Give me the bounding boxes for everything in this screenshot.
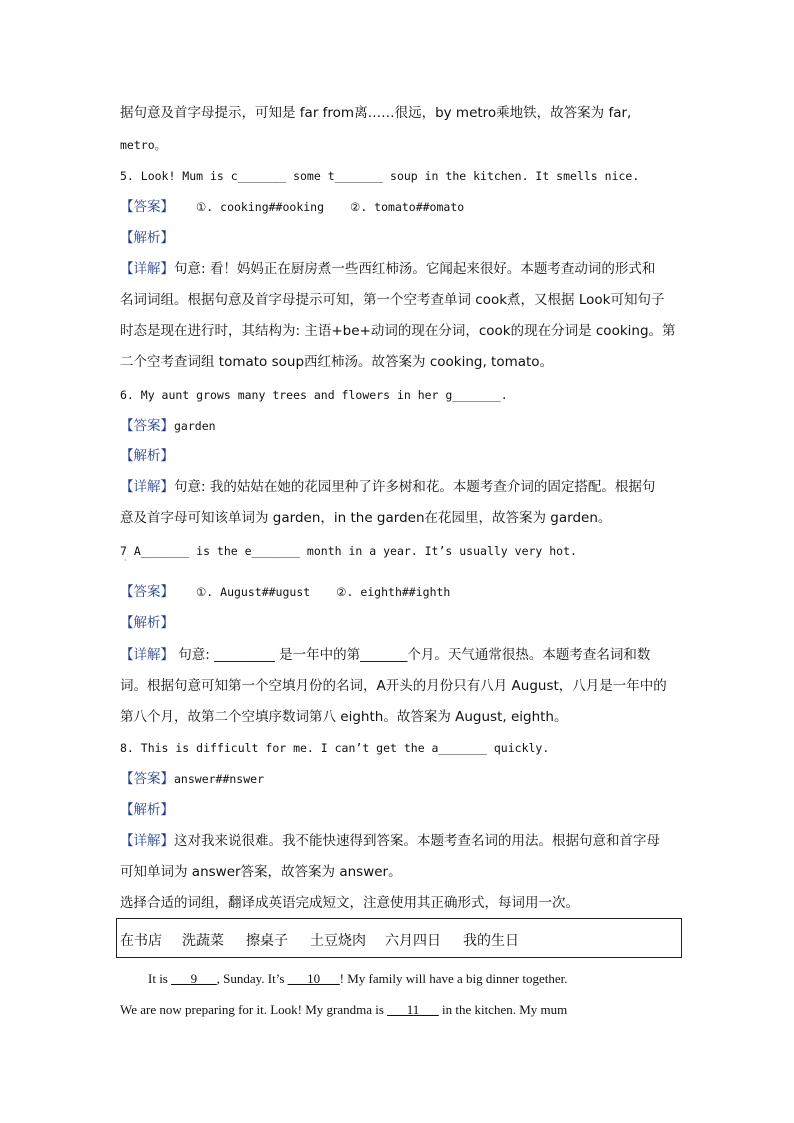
passage-text: ! My family will have a big dinner together. [339, 971, 568, 986]
detail-line [120, 646, 650, 664]
text-line: 名词词组。根据句意及首字母提示可知，第一个空考查单词 cook煮，又根据 Look可知句子 [120, 292, 665, 308]
answer-tag: 【答案】 [120, 199, 174, 215]
instruction-line: 选择合适的词组，翻译成英语完成短文，注意使用其正确形式，每词用一次。 [120, 895, 579, 911]
text-line: 第八个月，故第二个空填序数词第八 eighth。故答案为 August, eighth。 [120, 709, 568, 725]
answer-1: answer##nswer [174, 772, 265, 786]
detail-text: 句意: 我的姑姑在她的花园里种了许多树和花。本题考查介词的固定搭配。根据句 [174, 479, 656, 495]
stray-mark: · [124, 556, 127, 565]
answer-row [120, 583, 450, 602]
answer-row [120, 198, 464, 217]
answer-row [120, 770, 264, 789]
word-box-item: 擦桌子 [246, 933, 288, 949]
question-7: 7 A_______ is the e_______ month in a year. It’s usually very hot. [120, 544, 577, 558]
answer-1: ①. cooking##ooking [196, 200, 325, 214]
text-line: metro。 [120, 138, 167, 152]
question-8: 8. This is difficult for me. I can’t get the a_______ quickly. [120, 741, 550, 755]
word-box [116, 918, 682, 958]
question-6: 6. My aunt grows many trees and flowers in her g_______. [120, 388, 508, 402]
detail-line [120, 478, 655, 496]
answer-row [120, 417, 216, 436]
analysis-tag: 【解析】 [120, 448, 174, 464]
word-box-item: 六月四日 [385, 933, 441, 949]
word-box-item: 我的生日 [463, 933, 519, 949]
analysis-tag: 【解析】 [120, 802, 174, 818]
answer-tag: 【答案】 [120, 584, 174, 600]
answer-1: garden [174, 419, 216, 433]
text-line: 可知单词为 answer答案，故答案为 answer。 [120, 864, 402, 880]
detail-text: 句意: _________ 是一年中的第_______个月。天气通常很热。本题考查名词和数 [174, 647, 651, 663]
detail-text: 这对我来说很难。我不能快速得到答案。本题考查名词的用法。根据句意和首字母 [174, 833, 660, 849]
question-5: 5. Look! Mum is c_______ some t_______ soup in the kitchen. It smells nice. [120, 169, 640, 183]
detail-text: 句意: 看！妈妈正在厨房煮一些西红柿汤。它闻起来很好。本题考查动词的形式和 [174, 261, 656, 277]
blank-9: ___9___ [171, 971, 217, 986]
answer-tag: 【答案】 [120, 771, 174, 787]
answer-2: ②. tomato##omato [350, 200, 465, 214]
text-line: 二个空考查词组 tomato soup西红柿汤。故答案为 cooking, tomato。 [120, 354, 554, 370]
answer-tag: 【答案】 [120, 418, 174, 434]
passage-text: in the kitchen. My mum [438, 1002, 568, 1017]
detail-line [120, 832, 660, 850]
passage-text: It is [148, 971, 172, 986]
answer-1: ①. August##ugust [196, 585, 311, 599]
word-box-item: 土豆烧肉 [310, 933, 366, 949]
text-line: 词。根据句意可知第一个空填月份的名词，A开头的月份只有八月 August，八月是一年中的 [120, 678, 667, 694]
blank-10: ___10___ [287, 971, 340, 986]
detail-line [120, 260, 655, 278]
detail-tag: 【详解】 [120, 479, 174, 495]
text-line: 时态是现在进行时，其结构为: 主语+be+动词的现在分词，cook的现在分词是 cooking。第 [120, 323, 676, 339]
detail-tag: 【详解】 [120, 833, 174, 849]
word-box-item: 在书店 [120, 933, 162, 949]
detail-tag: 【详解】 [120, 647, 174, 663]
passage-text: We are now preparing for it. Look! My grandma is [120, 1002, 388, 1017]
blank-11: ___11___ [387, 1002, 439, 1017]
passage-line [148, 970, 567, 988]
word-box-item: 洗蔬菜 [182, 933, 224, 949]
answer-2: ②. eighth##ighth [336, 585, 451, 599]
passage-line [120, 1001, 567, 1019]
text-line: 据句意及首字母提示，可知是 far from离……很远，by metro乘地铁，故答案为 far, [120, 105, 632, 121]
detail-tag: 【详解】 [120, 261, 174, 277]
analysis-tag: 【解析】 [120, 230, 174, 246]
analysis-tag: 【解析】 [120, 615, 174, 631]
passage-text: , Sunday. It’s [216, 971, 288, 986]
text-line: 意及首字母可知该单词为 garden，in the garden在花园里，故答案为 garden。 [120, 510, 612, 526]
